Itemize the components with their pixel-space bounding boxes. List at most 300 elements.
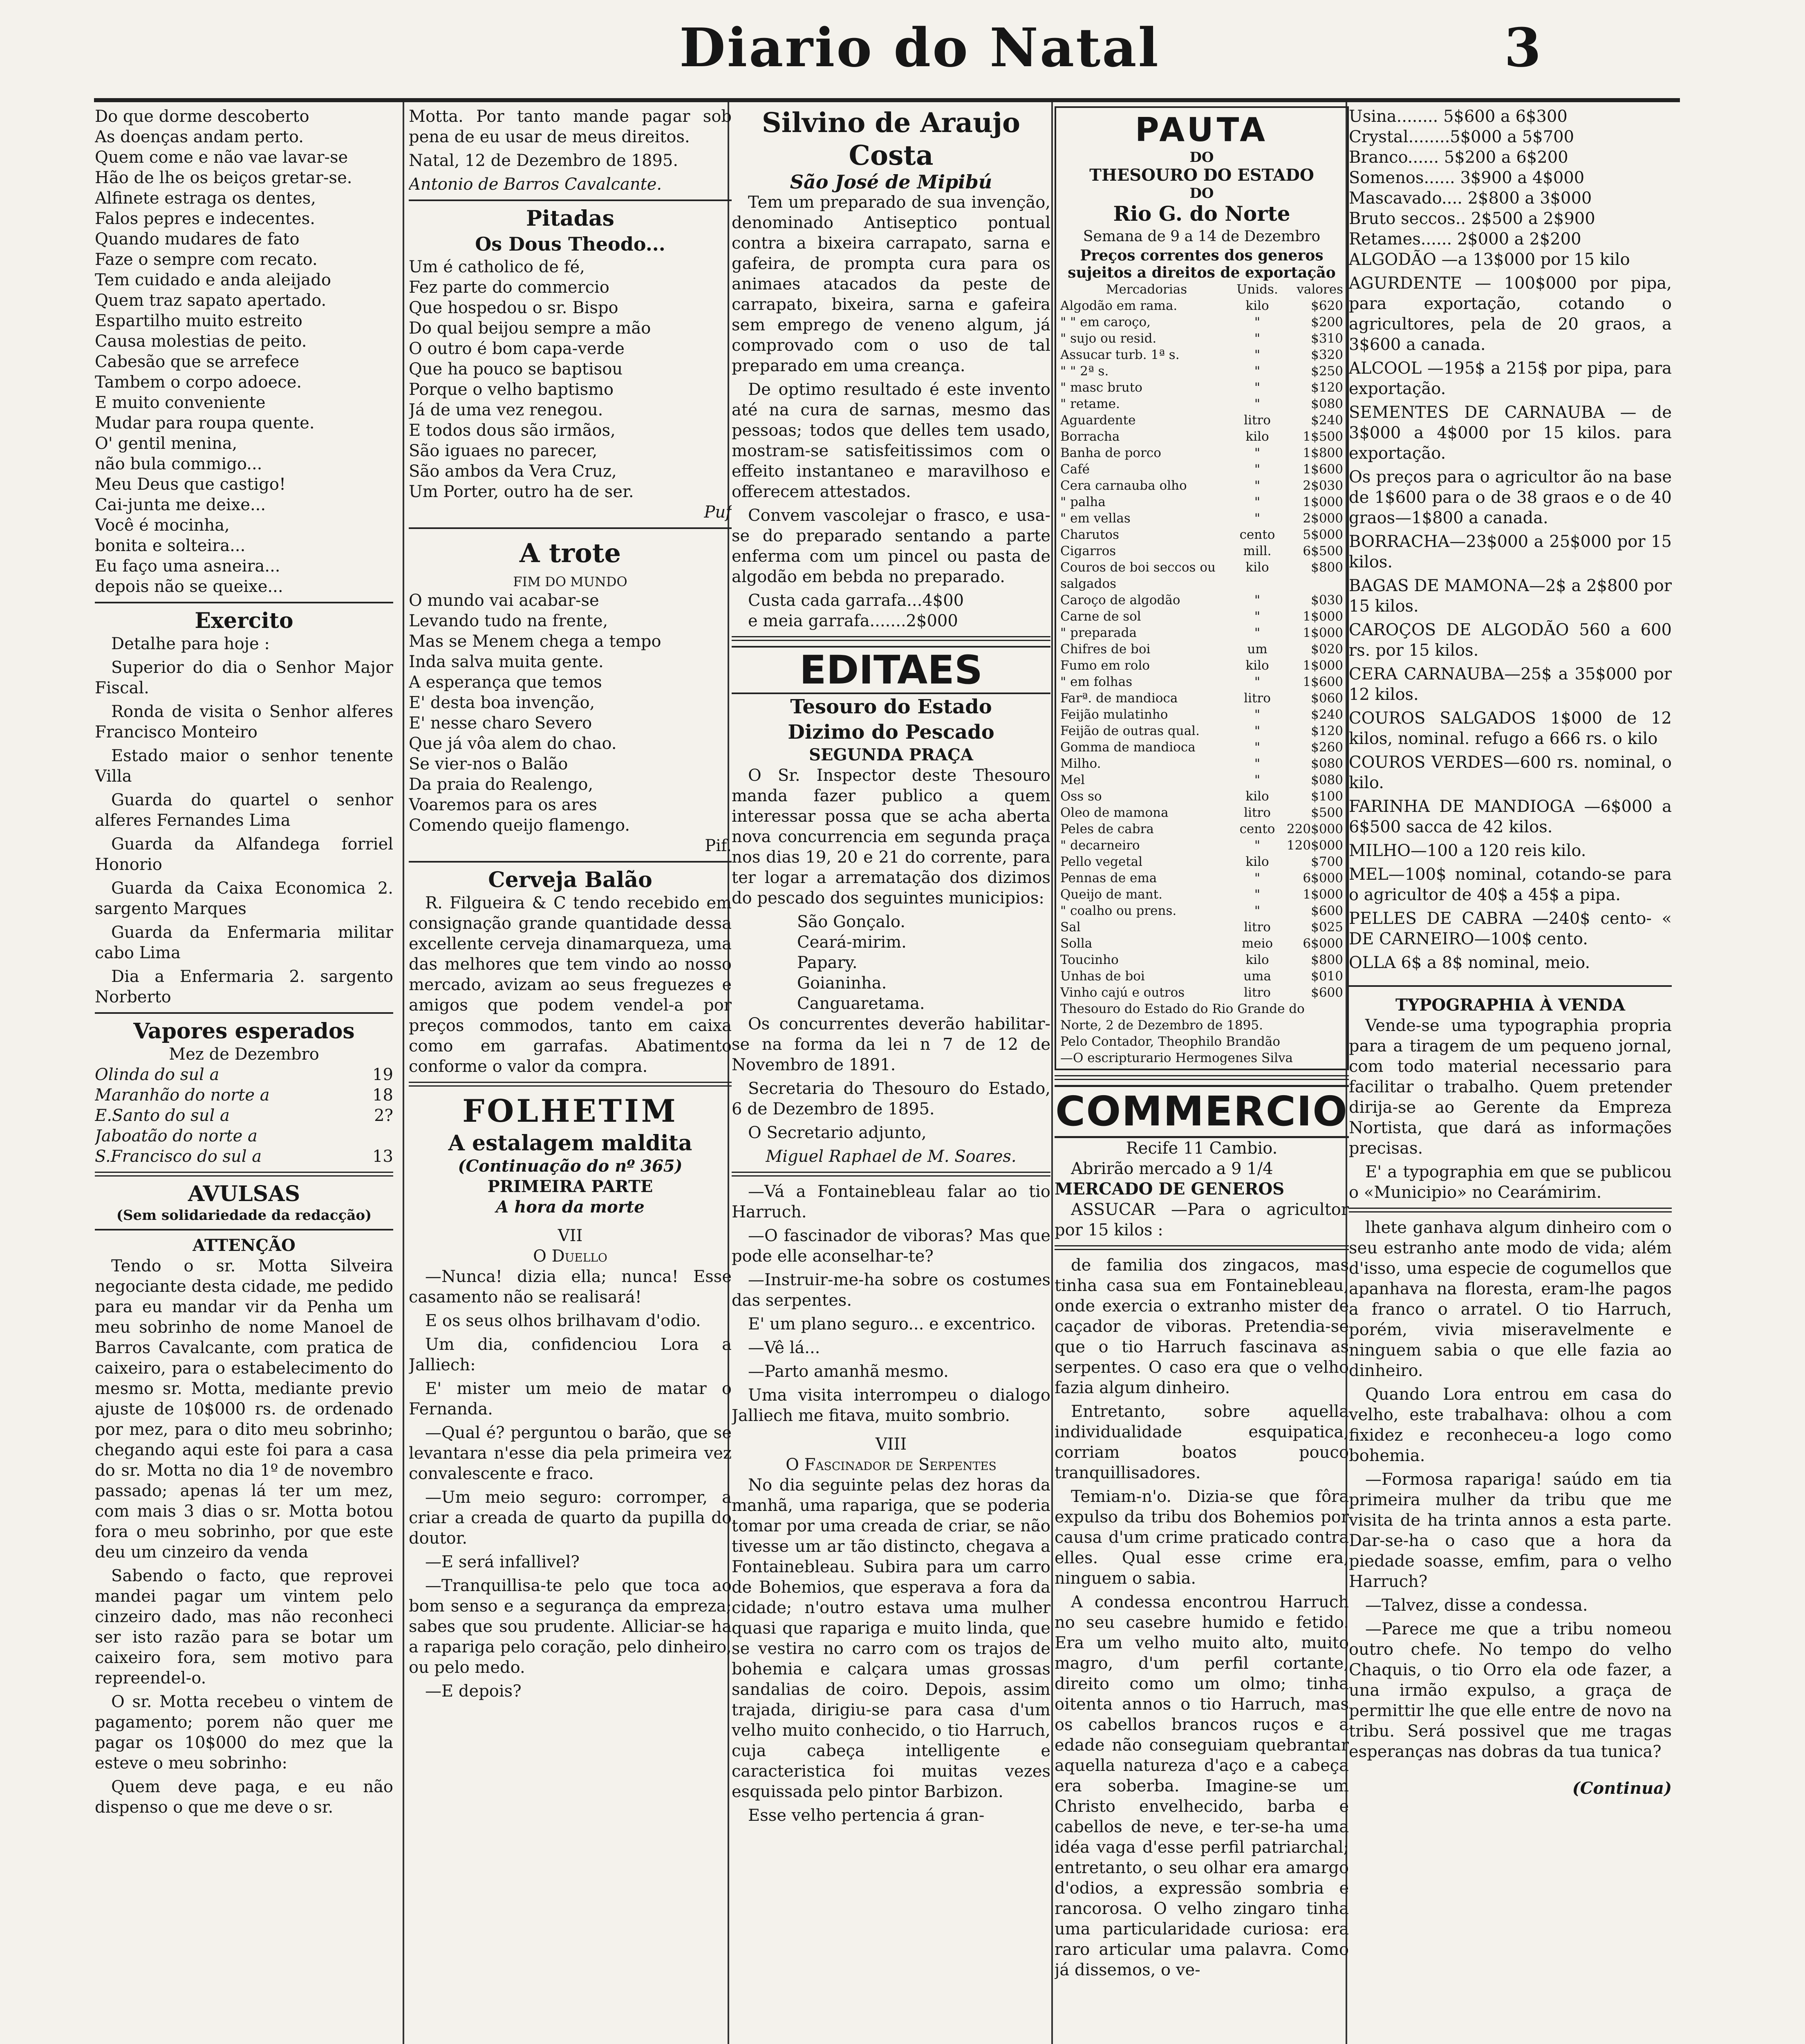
pauta-cell-v: $010 (1311, 969, 1343, 984)
novel-paragraph: E' mister um meio de matar o Fernanda. (409, 1379, 732, 1419)
pauta-cell-v: $100 (1311, 789, 1343, 804)
poem-line: Mudar para roupa quente. (95, 414, 315, 433)
vapor-row (95, 1085, 393, 1105)
pauta-cell-v: 1$800 (1303, 446, 1343, 460)
pauta-col-valores: valores (1297, 282, 1343, 297)
novel-paragraph: E' um plano seguro... e excentrico. (748, 1315, 1036, 1334)
vapor-name: Olinda do sul a (95, 1065, 219, 1084)
poem-line: E' desta boa invenção, (409, 693, 595, 712)
pauta-cell-u: cento (1239, 822, 1275, 836)
novel-paragraph: —Vê lá... (748, 1338, 820, 1357)
pauta-cell-u: " (1254, 380, 1261, 395)
pauta-cell-u: " (1254, 724, 1261, 738)
pauta-cell-v: 6$000 (1303, 871, 1343, 885)
pauta-cell-m: " palha (1060, 495, 1106, 509)
pauta-cell-v: $060 (1311, 691, 1343, 706)
chapter-number-2: VIII (875, 1435, 907, 1454)
novel-paragraph: Uma visita interrompeu o dialogo Jalliech me fitava, muito sombrio. (732, 1386, 1050, 1425)
atencao-heading: ATTENÇÃO (193, 1236, 296, 1255)
pauta-row (1060, 984, 1343, 1001)
poem-line: Meu Deus que castigo! (95, 475, 286, 494)
avulsas-heading: AVULSAS (188, 1181, 300, 1206)
pauta-cell-v: 1$000 (1303, 658, 1343, 673)
pauta-cell-v: 1$600 (1303, 675, 1343, 689)
edital-text: O Sr. Inspector deste Thesouro manda fazer publico a quem interessar possa que se acha aberta nova concurrencia em segunda praça nos dias 19, 20 e 21 do corrente, para ter logar a arrematação dos dizimos do pescado dos seguintes municipios: (732, 766, 1050, 908)
pauta-table (1060, 281, 1343, 1001)
pauta-cell-u: " (1254, 625, 1261, 640)
pauta-cell-m: Algodão em rama. (1060, 298, 1178, 313)
poem-line: E' nesse charo Severo (409, 714, 592, 733)
novel-paragraph: —Parece me que a tribu nomeou outro chefe. No tempo do velho Chaquis, o tio Orro ela ode fazer, a una irmão expulso, a graça de permittir lhe que elle entre de novo na tribu. Será possivel que me tragas esperanças nas dobras da tua tunica? (1349, 1620, 1672, 1761)
pauta-cell-u: " (1254, 740, 1261, 755)
novel-paragraph: E os seus olhos brilhavam d'odio. (425, 1311, 701, 1330)
pauta-cell-u: kilo (1245, 658, 1269, 673)
poem-line: Que ha pouco se baptisou (409, 360, 623, 379)
price-line: Usina........ 5$600 a 6$300 (1349, 107, 1568, 126)
pauta-cell-u: litro (1244, 413, 1271, 428)
poem-line: Que já vôa alem do chao. (409, 734, 617, 753)
pauta-cell-m: Mel (1060, 773, 1085, 787)
pauta-row (1060, 347, 1343, 363)
pauta-cell-v: $240 (1311, 413, 1343, 428)
exercito-item: Dia a Enfermaria 2. sargento Norberto (95, 967, 393, 1006)
novel-paragraph: —Talvez, disse a condessa. (1365, 1596, 1588, 1615)
pauta-cell-v: $120 (1311, 724, 1343, 738)
pauta-row (1060, 428, 1343, 445)
price-line: Crystal........5$000 a 5$700 (1349, 128, 1574, 146)
poem-line: Do qual beijou sempre a mão (409, 319, 651, 338)
pauta-cell-m: " sujo ou resid. (1060, 331, 1157, 346)
pauta-cell-v: $700 (1311, 854, 1343, 869)
pauta-cell-m: Milho. (1060, 756, 1101, 771)
exercito-item: Estado maior o senhor tenente Villa (95, 746, 393, 786)
novel-paragraph: —E será infallivel? (425, 1553, 580, 1571)
pauta-cell-m: Farª. de mandioca (1060, 691, 1178, 706)
pauta-cell-u: " (1254, 397, 1261, 411)
market-paragraph: MEL—100$ nominal, cotando-se para o agricultor de 40$ a 45$ a pipa. (1349, 865, 1672, 904)
pauta-cell-m: Sal (1060, 920, 1081, 935)
pauta-cell-u: " (1254, 707, 1261, 722)
pauta-cell-m: " " em caroço, (1060, 315, 1151, 329)
pauta-cell-u: litro (1244, 920, 1271, 935)
pauta-cell-u: " (1254, 331, 1261, 346)
pauta-cell-u: kilo (1245, 953, 1269, 967)
chapter-title-2: O Fascinador de Serpentes (786, 1455, 997, 1474)
pauta-cell-v: $800 (1311, 953, 1343, 967)
column-divider (403, 102, 404, 2044)
pauta-cell-u: " (1254, 462, 1261, 477)
pauta-do: DO (1189, 149, 1214, 166)
pauta-cell-u: litro (1244, 691, 1271, 706)
poem-line: Mas se Menem chega a tempo (409, 632, 661, 651)
poem-line: Você é mocinha, (95, 516, 230, 535)
atencao-paragraph: Quem deve paga, e eu não dispenso o que me deve o sr. (95, 1777, 393, 1817)
poem-line: Comendo queijo flamengo. (409, 816, 630, 835)
ad-place: São José de Mipibú (790, 171, 992, 193)
price-line: Retames...... 2$000 a 2$200 (1349, 230, 1581, 249)
pauta-description: Preços correntes dos generos sujeitos a direitos de exportação (1068, 247, 1336, 281)
pauta-do-2: DO (1189, 185, 1214, 202)
vapores-month: Mez de Dezembro (169, 1045, 319, 1064)
poem-line: As doenças andam perto. (95, 128, 304, 146)
commercio-line-1: Abrirão mercado a 9 1/4 (1071, 1159, 1273, 1178)
poem-line: Cai-junta me deixe... (95, 495, 266, 514)
novel-paragraph: de familia dos zingacos, mas tinha casa sua em Fontainebleau, onde exercia o extranho mister de caçador de viboras. Pretendia-se que o tio Harruch fascinava as serpentes. O caso era que o velho fazia algum dinheiro. (1055, 1256, 1349, 1397)
pauta-row (1060, 788, 1343, 805)
pauta-row (1060, 886, 1343, 903)
novel-paragraph: —Vá a Fontainebleau falar ao tio Harruch. (732, 1182, 1050, 1221)
ad-text: Tem um preparado de sua invenção, denominado Antiseptico pontual contra a bixeira carrapato, sarna e gafeira, de prompta cura para os animaes atacados da peste de carrapato, bixeira, sarna e gafeira sem emprego de veneno algum, já comprovado com o uso de tal preparado em uma creança. (732, 193, 1050, 375)
pauta-footer (1060, 1001, 1343, 1066)
pauta-cell-v: 1$000 (1303, 625, 1343, 640)
pauta-row (1060, 625, 1343, 641)
poem-line: Tambem o corpo adoece. (95, 373, 302, 392)
market-paragraph: MILHO—100 a 120 reis kilo. (1349, 841, 1586, 860)
pauta-col-mercadorias: Mercadorias (1106, 282, 1187, 297)
novel-paragraph: Quando Lora entrou em casa do velho, este trabalhava: olhou a com fixidez e reconheceu-a logo como bohemia. (1349, 1385, 1672, 1465)
pauta-cell-u: kilo (1245, 298, 1269, 313)
vapor-day: 2? (374, 1106, 393, 1125)
typo-text (1349, 1015, 1672, 1203)
column-2 (409, 106, 732, 2044)
exercito-list (95, 634, 393, 1007)
pitadas-subheading: Os Dous Theodo... (475, 233, 665, 255)
pauta-cell-u: meio (1241, 936, 1273, 951)
market-paragraph: SEMENTES DE CARNAUBA — de 3$000 a 4$000 por 15 kilos. para exportação. (1349, 403, 1672, 463)
pauta-cell-m: " em folhas (1060, 675, 1133, 689)
municipio-item: São Gonçalo. (797, 912, 905, 931)
price-line: Branco...... 5$200 a 6$200 (1349, 148, 1568, 167)
typo-paragraph: Vende-se uma typographia propria para a tiragem de um pequeno jornal, com todo material necessario para facilitar o trabalho. Quem pretender dirija-se ao Gerente da Empreza Nortista, que dará as informações precisas. (1349, 1016, 1672, 1158)
poem-line: Cabesão que se arrefece (95, 352, 299, 371)
exercito-item: Guarda da Caixa Economica 2. sargento Marques (95, 879, 393, 918)
pauta-cell-m: Chifres de boi (1060, 642, 1151, 657)
pauta-cell-v: $320 (1311, 347, 1343, 362)
exercito-heading: Exercito (195, 608, 293, 633)
pauta-row (1060, 739, 1343, 755)
pauta-row (1060, 935, 1343, 952)
pauta-row (1060, 445, 1343, 461)
trote-poem (409, 590, 732, 836)
vapores-heading: Vapores esperados (133, 1019, 355, 1044)
exercito-item: Guarda do quartel o senhor alferes Fernandes Lima (95, 791, 393, 830)
typo-heading: TYPOGRAPHIA À VENDA (1395, 995, 1625, 1015)
poem-line: Porque o velho baptismo (409, 380, 614, 399)
poem-line: Falos pepres e indecentes. (95, 209, 315, 228)
ad-name: Silvino de Araujo Costa (762, 107, 1020, 171)
column-5 (1349, 106, 1672, 2044)
pauta-cell-u: " (1254, 675, 1261, 689)
novel-title: A estalagem maldita (448, 1131, 692, 1156)
atencao-text (95, 1256, 393, 1818)
pauta-cell-m: Feijão de outras qual. (1060, 724, 1200, 738)
pauta-cell-m: Aguardente (1060, 413, 1136, 428)
pauta-cell-m: " retame. (1060, 397, 1120, 411)
pauta-footer-line: Thesouro do Estado do Rio Grande do Norte, 2 de Dezembro de 1895. (1060, 1002, 1305, 1033)
commercio-line-3: ASSUCAR —Para o agricultor por 15 kilos : (1055, 1200, 1349, 1239)
pauta-cell-v: 2$030 (1303, 478, 1343, 493)
pauta-cell-v: 5$000 (1303, 527, 1343, 542)
exercito-item: Guarda da Enfermaria militar cabo Lima (95, 923, 393, 962)
typo-paragraph: E' a typographia em que se publicou o «Municipio» no Cearámirim. (1349, 1163, 1672, 1202)
pauta-row (1060, 723, 1343, 739)
poem-line: O' gentil menina, (95, 434, 237, 453)
chapter-title: O Duello (533, 1247, 607, 1266)
pauta-row (1060, 314, 1343, 330)
poem-line: Hão de lhe os beiços gretar-se. (95, 168, 352, 187)
folhetim-heading: FOLHETIM (462, 1093, 678, 1129)
poem-line: E muito conveniente (95, 393, 266, 412)
column-3 (732, 106, 1050, 2044)
novel-paragraph: —Instruir-me-ha sobre os costumes das serpentes. (732, 1271, 1050, 1310)
atencao-signature: Antonio de Barros Cavalcante. (409, 175, 662, 194)
market-paragraph: CAROÇOS DE ALGODÃO 560 a 600 rs. por 15 kilos. (1349, 621, 1672, 660)
pauta-row (1060, 396, 1343, 412)
novel-paragraph: Entretanto, sobre aquella individualidade esquipatica, corriam boatos pouco tranquillisadores. (1055, 1402, 1349, 1482)
pauta-row (1060, 870, 1343, 886)
pauta-row (1060, 641, 1343, 657)
pauta-cell-v: $200 (1311, 315, 1343, 329)
pauta-cell-u: " (1254, 838, 1261, 853)
pauta-cell-v: $600 (1311, 903, 1343, 918)
novel-paragraph: No dia seguinte pelas dez horas da manhã, uma rapariga, que se poderia tomar por uma creada de criar, se não tivesse um ar tão distincto, chegava a Fontainebleau. Subira para um carro de Bohemios, que esperava a fora da cidade; n'outro estava uma mulher quasi que rapariga e muito linda, que se vestira no carro com os trajos de bohemia e calçara umas grossas sandalias de coiro. Depois, assim trajada, dirigiu-se para casa d'um velho muito conhecido, o tio Harruch, cuja cabeça intelligente e caracteristica foi muitas vezes esquissada pelo pintor Barbizon. (732, 1476, 1050, 1801)
novel-continuation: (Continuação do nº 365) (458, 1156, 683, 1176)
pauta-cell-u: mill. (1243, 544, 1272, 558)
pauta-row (1060, 821, 1343, 837)
pauta-row (1060, 690, 1343, 706)
poem-line: Causa molestias de peito. (95, 332, 307, 351)
pauta-cell-v: 1$000 (1303, 495, 1343, 509)
pauta-cell-m: " preparada (1060, 625, 1137, 640)
pauta-cell-v: $025 (1311, 920, 1343, 935)
column-1 (95, 106, 393, 2044)
pauta-cell-v: $260 (1311, 740, 1343, 755)
pauta-heading: PAUTA (1135, 111, 1268, 149)
pauta-cell-u: um (1247, 642, 1268, 657)
poem-line: São iguaes no parecer, (409, 442, 598, 460)
trote-heading: A trote (519, 538, 621, 569)
atencao-paragraph: O sr. Motta recebeu o vintem de pagamento; porem não quer me pagar os 10$000 do mez que la esteve o meu sobrinho: (95, 1692, 393, 1773)
novel-part: PRIMEIRA PARTE (487, 1177, 653, 1196)
poem-line: Levando tudo na frente, (409, 612, 608, 630)
poem-line: Da praia do Realengo, (409, 775, 593, 794)
pauta-cell-u: " (1254, 609, 1261, 624)
cerveja-text: R. Filgueira & C tendo recebido em consignação grande quantidade dessa excellente cerveja dinamarqueza, uma das melhores que tem vindo ao nosso mercado, avizam ao seus freguezes e amigos que podem vendel-a por preços commodos, tanto em caixa como em garrafas. Abatimento conforme o valor da compra. (409, 894, 732, 1076)
vapor-day: 13 (372, 1147, 393, 1166)
market-paragraph: AGURDENTE — 100$000 por pipa, para exportação, cotando o agricultores, pela de 20 graos, a 3$600 a canada. (1349, 274, 1672, 354)
edital-text-3: Secretaria do Thesouro do Estado, 6 de Dezembro de 1895. (732, 1079, 1050, 1118)
atencao-paragraph: Tendo o sr. Motta Silveira negociante desta cidade, me pedido para eu mandar vir da Penha um meu sobrinho de nome Manoel de Barros Cavalcante, com pratica de caixeiro, para o estabelecimento do mesmo sr. Motta, mediante previo ajuste de 10$000 rs. de ordenado por mez, para o dito meu sobrinho; chegando aqui este foi para a casa do sr. Motta no dia 1º de novembro passado; apenas lá ter um mez, com mais 3 dias o sr. Motta botou fora o meu sobrinho, por que este deu um cinzeiro da venda (95, 1257, 393, 1562)
pauta-row (1060, 298, 1343, 314)
pauta-cell-v: $620 (1311, 298, 1343, 313)
market-paragraph: COUROS SALGADOS 1$000 de 12 kilos, nominal. refugo a 666 rs. o kilo (1349, 709, 1672, 748)
novel-paragraph: —O fascinador de viboras? Mas que pode elle aconselhar-te? (732, 1226, 1050, 1266)
pauta-cell-u: " (1254, 871, 1261, 885)
poem-line: Inda salva muita gente. (409, 652, 604, 671)
pauta-cell-m: Oss so (1060, 789, 1102, 804)
pauta-footer-line: Pelo Contador, Theophilo Brandão (1060, 1034, 1281, 1049)
poem-line: O outro é bom capa-verde (409, 339, 625, 358)
pauta-row (1060, 657, 1343, 674)
pauta-cell-m: Oleo de mamona (1060, 805, 1169, 820)
pauta-row (1060, 330, 1343, 347)
masthead-title: Diario do Natal (679, 16, 1160, 79)
pauta-cell-v: $080 (1311, 397, 1343, 411)
pauta-row (1060, 674, 1343, 690)
pauta-row (1060, 379, 1343, 396)
poem-line: Alfinete estraga os dentes, (95, 189, 316, 208)
pauta-cell-v: 1$500 (1303, 429, 1343, 444)
pauta-state: Rio G. do Norte (1113, 202, 1290, 226)
pauta-row (1060, 592, 1343, 608)
poem-line: Se vier-nos o Balão (409, 755, 568, 773)
pauta-cell-m: Unhas de boi (1060, 969, 1145, 984)
pauta-cell-m: " coalho ou prens. (1060, 903, 1177, 918)
market-paragraph: OLLA 6$ a 8$ nominal, meio. (1349, 953, 1590, 972)
pauta-cell-v: $080 (1311, 756, 1343, 771)
vapor-name: Jaboatão do norte a (95, 1127, 258, 1145)
poem-line: não bula commigo... (95, 455, 262, 473)
edital-heading-1: Tesouro do Estado (790, 695, 992, 718)
poem-line: bonita e solteira... (95, 536, 246, 555)
poem-line: Quem come e não vae lavar-se (95, 148, 348, 167)
pauta-row (1060, 412, 1343, 428)
exercito-item: Superior do dia o Senhor Major Fiscal. (95, 658, 393, 697)
pauta-cell-m: Pello vegetal (1060, 854, 1143, 869)
atencao-continued (409, 106, 732, 171)
ad-text-3: Convem vascolejar o frasco, e usa-se do preparado sentando a parte enferma com um pincel ou pasta de algodão em bebda no preparado. (732, 506, 1050, 586)
pauta-cell-v: $030 (1311, 593, 1343, 607)
novel-text-col4 (1055, 1255, 1349, 1980)
pauta-cell-u: kilo (1245, 560, 1269, 575)
pitadas-poem (409, 257, 732, 502)
vapor-name: E.Santo do sul a (95, 1106, 230, 1125)
paragraph: Natal, 12 de Dezembro de 1895. (409, 151, 679, 170)
pauta-row (1060, 461, 1343, 477)
pauta-row (1060, 755, 1343, 772)
pauta-cell-m: Borracha (1060, 429, 1120, 444)
market-paragraph: BORRACHA—23$000 a 25$000 por 15 kilos. (1349, 532, 1672, 572)
market-paragraph: COUROS VERDES—600 rs. nominal, o kilo. (1349, 753, 1672, 792)
price-line: Bruto seccos.. 2$500 a 2$900 (1349, 209, 1595, 228)
exercito-item: Ronda de visita o Senhor alferes Francisco Monteiro (95, 702, 393, 742)
pauta-cell-u: litro (1244, 805, 1271, 820)
market-paragraph: FARINHA DE MANDIOGA —6$000 a 6$500 sacca de 42 kilos. (1349, 797, 1672, 836)
pauta-cell-v: $250 (1311, 364, 1343, 379)
edital-signature: Miguel Raphael de M. Soares. (766, 1147, 1017, 1166)
column-divider (1051, 102, 1053, 2044)
pitadas-heading: Pitadas (526, 206, 614, 231)
edital-heading-2: Dizimo do Pescado (788, 721, 994, 744)
pauta-cell-u: " (1254, 347, 1261, 362)
vapor-row (95, 1146, 393, 1167)
novel-paragraph: —Qual é? perguntou o barão, que se levantara n'esse dia pela primeira vez convalescente e fraco. (409, 1423, 732, 1483)
vapor-name: S.Francisco do sul a (95, 1147, 262, 1166)
pauta-cell-m: Queijo de mant. (1060, 887, 1162, 902)
pauta-week: Semana de 9 a 14 de Dezembro (1083, 228, 1321, 245)
pauta-cell-u: " (1254, 364, 1261, 379)
pauta-cell-v: $800 (1311, 560, 1343, 575)
pauta-cell-m: Gomma de mandioca (1060, 740, 1196, 755)
paragraph: Motta. Por tanto mande pagar sob pena de eu usar de meus direitos. (409, 107, 732, 146)
novel-paragraph: lhete ganhava algum dinheiro com o seu estranho ante modo de vida; além d'isso, uma especie de cogumellos que apanhava na floresta, eram-lhe pagos a franco o arratel. O tio Harruch, porém, vivia miseravelmente e ninguem sabia o que elle fazia ao dinheiro. (1349, 1218, 1672, 1380)
poem-line: O mundo vai acabar-se (409, 591, 599, 610)
trote-sign: Pif. (705, 836, 732, 855)
pauta-cell-v: 2$000 (1303, 511, 1343, 526)
market-prices (1349, 249, 1672, 973)
poem-line: Quem traz sapato apertado. (95, 291, 327, 310)
pauta-cell-v: 6$000 (1303, 936, 1343, 951)
poem-line: Voaremos para os ares (409, 796, 597, 814)
poem-line: Um é catholico de fé, (409, 258, 585, 276)
pauta-row (1060, 494, 1343, 510)
poem-line: depois não se queixe... (95, 577, 283, 596)
poem-line: Do que dorme descoberto (95, 107, 309, 126)
novel-paragraph: —E depois? (425, 1682, 522, 1701)
pitadas-sign: Puf (704, 503, 732, 522)
pauta-row (1060, 805, 1343, 821)
pauta-row (1060, 919, 1343, 935)
market-paragraph: ALGODÃO —a 13$000 por 15 kilo (1349, 250, 1630, 269)
pauta-cell-m: Carne de sol (1060, 609, 1141, 624)
pauta-cell-u: litro (1244, 985, 1271, 1000)
pauta-cell-m: " " 2ª s. (1060, 364, 1109, 379)
poem-line: Faze o sempre com recato. (95, 250, 318, 269)
pauta-cell-v: $020 (1311, 642, 1343, 657)
column-4 (1055, 106, 1349, 2044)
pauta-cell-m: Pennas de ema (1060, 871, 1157, 885)
vapor-name: Maranhão do norte a (95, 1086, 270, 1105)
chapter-number: VII (558, 1226, 583, 1245)
pauta-cell-m: Cigarros (1060, 544, 1116, 558)
pauta-row (1060, 952, 1343, 968)
municipio-item: Canguaretama. (797, 994, 925, 1013)
pauta-cell-u: " (1254, 593, 1261, 607)
pauta-cell-v: 6$500 (1303, 544, 1343, 558)
pauta-row (1060, 543, 1343, 559)
novel-paragraph: Esse velho pertencia á gran- (748, 1806, 985, 1825)
pauta-cell-m: Café (1060, 462, 1090, 477)
poem-line: A esperança que temos (409, 673, 602, 692)
novel-text-cont (732, 1181, 1050, 1426)
pauta-cell-v: 220$000 (1286, 822, 1343, 836)
pauta-cell-u: uma (1243, 969, 1271, 984)
poem-line: Tem cuidado e anda aleijado (95, 271, 331, 289)
pauta-footer-line: —O escripturario Hermogenes Silva (1060, 1051, 1293, 1065)
pauta-row (1060, 559, 1343, 592)
pauta-cell-m: Assucar turb. 1ª s. (1060, 347, 1180, 362)
avulsas-note: (Sem solidariedade da redacção) (116, 1207, 372, 1224)
pauta-row (1060, 608, 1343, 625)
pauta-cell-m: " masc bruto (1060, 380, 1142, 395)
novel-paragraph: —Formosa rapariga! saúdo em tia primeira mulher da tribu que me visita de ha trinta annos a esta parte. Dar-se-ha o caso que a hora da piedade soasse, emfim, para o velho Harruch? (1349, 1470, 1672, 1591)
novel-paragraph: Um dia, confidenciou Lora a Jalliech: (409, 1335, 732, 1374)
pauta-row (1060, 772, 1343, 788)
vapor-row (95, 1105, 393, 1126)
novel-subtitle: A hora da morte (496, 1197, 645, 1217)
page-number: 3 (1504, 16, 1541, 79)
pauta-cell-u: " (1254, 903, 1261, 918)
pauta-cell-u: " (1254, 446, 1261, 460)
pauta-cell-v: $120 (1311, 380, 1343, 395)
pauta-cell-v: $240 (1311, 707, 1343, 722)
market-paragraph: Os preços para o agricultor ão na base de 1$600 para o de 38 graos e o de 40 graos—1$800 a canada. (1349, 468, 1672, 527)
pauta-cell-m: Couros de boi seccos ou salgados (1060, 560, 1216, 591)
pauta-cell-v: 1$600 (1303, 462, 1343, 477)
pauta-cell-m: Fumo em rolo (1060, 658, 1150, 673)
pauta-thesouro: THESOURO DO ESTADO (1089, 166, 1314, 185)
price-line: Somenos...... 3$900 a 4$000 (1349, 168, 1585, 187)
